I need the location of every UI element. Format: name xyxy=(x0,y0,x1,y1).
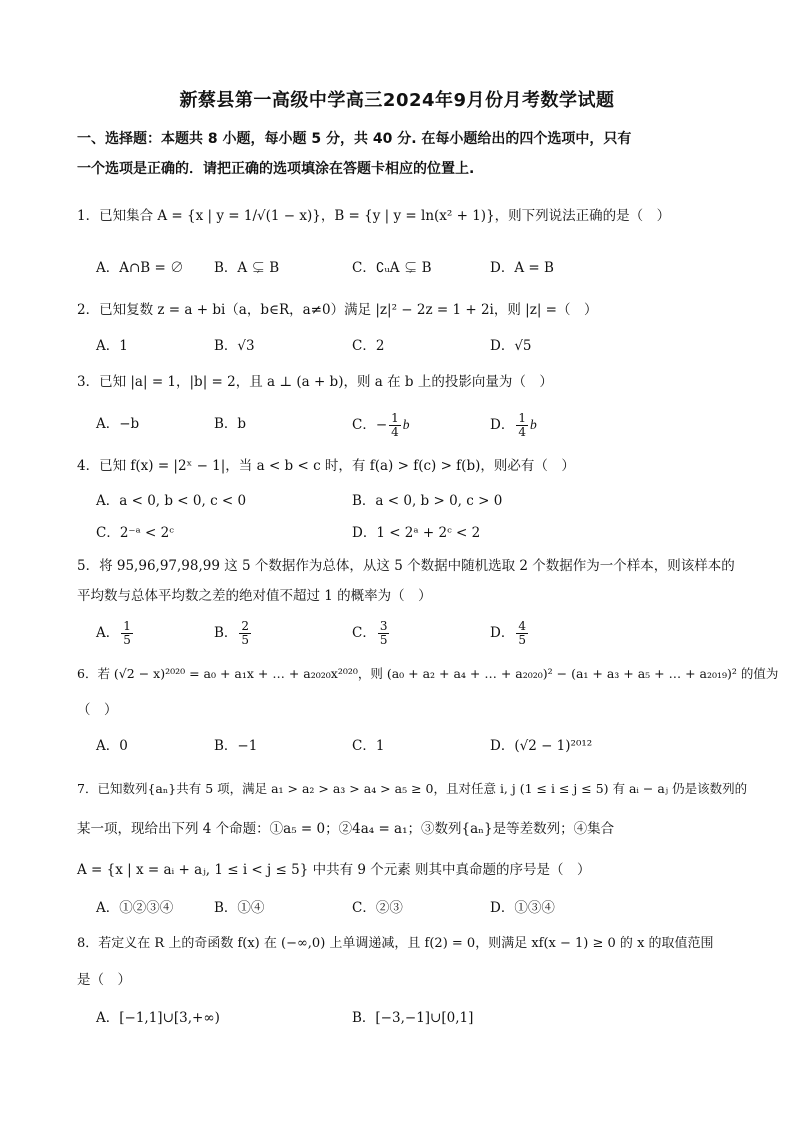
question-1-option-c[interactable]: C．∁ᵤA ⊊ B xyxy=(352,260,432,276)
question-5-stem-line-1: 5．将 95,96,97,98,99 这 5 个数据作为总体，从这 5 个数据中随机选取 2 个数据作为一个样本，则该样本的 xyxy=(77,558,735,574)
question-7-stem-line-1: 7．已知数列{aₙ}共有 5 项，满足 a₁ > a₂ > a₃ > a₄ > a₅ ≥ 0，且对任意 i, j (1 ≤ i ≤ j ≤ 5) 有 aᵢ − aⱼ 仍是该数列的 xyxy=(77,781,748,796)
fraction-one-quarter xyxy=(389,412,401,439)
fraction-numerator: 4 xyxy=(518,619,526,633)
fraction-value xyxy=(516,620,528,647)
question-6-stem-line-2: （ ） xyxy=(77,702,118,718)
question-3-option-b[interactable]: B．b xyxy=(214,416,247,432)
fraction-one-quarter xyxy=(516,412,528,439)
question-2-option-c[interactable]: C．2 xyxy=(352,338,385,354)
fraction-numerator: 3 xyxy=(379,619,388,633)
question-4-option-c[interactable]: C．2⁻ᵃ < 2ᶜ xyxy=(96,525,174,541)
fraction-denominator: 5 xyxy=(518,633,526,647)
fraction-numerator: 1 xyxy=(123,619,131,633)
fraction-denominator: 5 xyxy=(379,633,388,647)
question-4-option-d[interactable]: D．1 < 2ᵃ + 2ᶜ < 2 xyxy=(352,525,481,541)
section-instructions-line-2: 一个选项是正确的．请把正确的选项填涂在答题卡相应的位置上. xyxy=(77,161,475,177)
option-a-label: A． xyxy=(96,625,120,641)
fraction-numerator: 1 xyxy=(391,411,399,425)
fraction-denominator: 4 xyxy=(391,425,399,439)
fraction-value xyxy=(239,620,251,647)
question-5-stem-line-2: 平均数与总体平均数之差的绝对值不超过 1 的概率为（ ） xyxy=(77,588,432,604)
question-7-option-d[interactable]: D．①③④ xyxy=(490,900,555,916)
question-3-option-a[interactable]: A．−b xyxy=(96,416,140,432)
question-8-stem-line-1: 8．若定义在 R 上的奇函数 f(x) 在 (−∞,0) 上单调递减，且 f(2) = 0，则满足 xf(x − 1) ≥ 0 的 x 的取值范围 xyxy=(77,936,714,951)
question-7-option-b[interactable]: B．①④ xyxy=(214,900,265,916)
section-instructions-line-1: 一、选择题：本题共 8 小题，每小题 5 分，共 40 分. 在每小题给出的四个选项中，只有 xyxy=(77,131,632,147)
question-3-option-d[interactable] xyxy=(490,412,537,439)
option-d-label: D． xyxy=(490,625,515,641)
question-4-option-a[interactable]: A．a < 0, b < 0, c < 0 xyxy=(96,493,247,509)
question-5-option-a[interactable] xyxy=(96,620,135,647)
question-1-option-d[interactable]: D．A = B xyxy=(490,260,554,276)
question-1-option-a[interactable]: A．A∩B = ∅ xyxy=(96,260,184,276)
fraction-denominator: 4 xyxy=(518,425,526,439)
question-2-stem: 2．已知复数 z = a + bi（a，b∈R，a≠0）满足 |z|² − 2z = 1 + 2i，则 |z| =（ ） xyxy=(77,302,598,318)
question-8-option-b[interactable]: B．[−3,−1]∪[0,1] xyxy=(352,1010,474,1026)
question-1-option-b[interactable]: B．A ⊊ B xyxy=(214,260,280,276)
question-7-option-a[interactable]: A．①②③④ xyxy=(96,900,174,916)
question-6-option-a[interactable]: A．0 xyxy=(96,738,128,754)
question-1-stem: 1．已知集合 A = {x | y = 1/√(1 − x)}，B = {y | y = ln(x² + 1)}，则下列说法正确的是（ ） xyxy=(77,208,671,224)
page-title: 新蔡县第一高级中学高三2024年9月份月考数学试题 xyxy=(179,90,615,111)
question-4-stem: 4．已知 f(x) = |2ˣ − 1|，当 a < b < c 时，有 f(a) > f(c) > f(b)，则必有（ ） xyxy=(77,458,575,474)
question-6-option-d[interactable]: D．(√2 − 1)²⁰¹² xyxy=(490,738,593,754)
option-d-label: D． xyxy=(490,417,515,433)
option-c-label: C．− xyxy=(352,417,388,433)
question-5-option-c[interactable] xyxy=(352,620,391,647)
fraction-denominator: 5 xyxy=(123,633,131,647)
fraction-numerator: 2 xyxy=(241,619,250,633)
question-7-stem-line-2: 某一项，现给出下列 4 个命题：①a₅ = 0；②4a₄ = a₁；③数列{aₙ}是等差数列；④集合 xyxy=(77,821,615,837)
question-2-option-b[interactable]: B．√3 xyxy=(214,338,255,354)
vector-b: b xyxy=(529,417,537,432)
vector-b: b xyxy=(402,417,410,432)
question-6-option-c[interactable]: C．1 xyxy=(352,738,385,754)
question-4-option-b[interactable]: B．a < 0, b > 0, c > 0 xyxy=(352,493,503,509)
fraction-numerator: 1 xyxy=(518,411,526,425)
question-3-stem: 3．已知 |a| = 1，|b| = 2，且 a ⊥ (a + b)，则 a 在 b 上的投影向量为（ ） xyxy=(77,374,553,390)
question-7-stem-line-3: A = {x | x = aᵢ + aⱼ, 1 ≤ i < j ≤ 5} 中共有 9 个元素 则其中真命题的序号是（ ） xyxy=(77,862,591,878)
option-b-label: B． xyxy=(214,625,238,641)
question-6-stem-line-1: 6．若 (√2 − x)²⁰²⁰ = a₀ + a₁x + … + a₂₀₂₀x²⁰²⁰，则 (a₀ + a₂ + a₄ + … + a₂₀₂₀)² − (a₁ + a₃ + a₅ + … + a₂₀₁₉)² 的值为 xyxy=(77,666,779,681)
question-3-option-c[interactable] xyxy=(352,412,410,439)
fraction-value xyxy=(121,620,133,647)
question-7-option-c[interactable]: C．②③ xyxy=(352,900,403,916)
option-c-label: C． xyxy=(352,625,376,641)
question-6-option-b[interactable]: B．−1 xyxy=(214,738,258,754)
question-5-option-d[interactable] xyxy=(490,620,530,647)
fraction-denominator: 5 xyxy=(241,633,250,647)
question-2-option-a[interactable]: A．1 xyxy=(96,338,128,354)
question-8-stem-line-2: 是（ ） xyxy=(77,972,131,988)
question-8-option-a[interactable]: A．[−1,1]∪[3,+∞) xyxy=(96,1010,220,1026)
question-5-option-b[interactable] xyxy=(214,620,253,647)
fraction-value xyxy=(378,620,390,647)
question-2-option-d[interactable]: D．√5 xyxy=(490,338,532,354)
